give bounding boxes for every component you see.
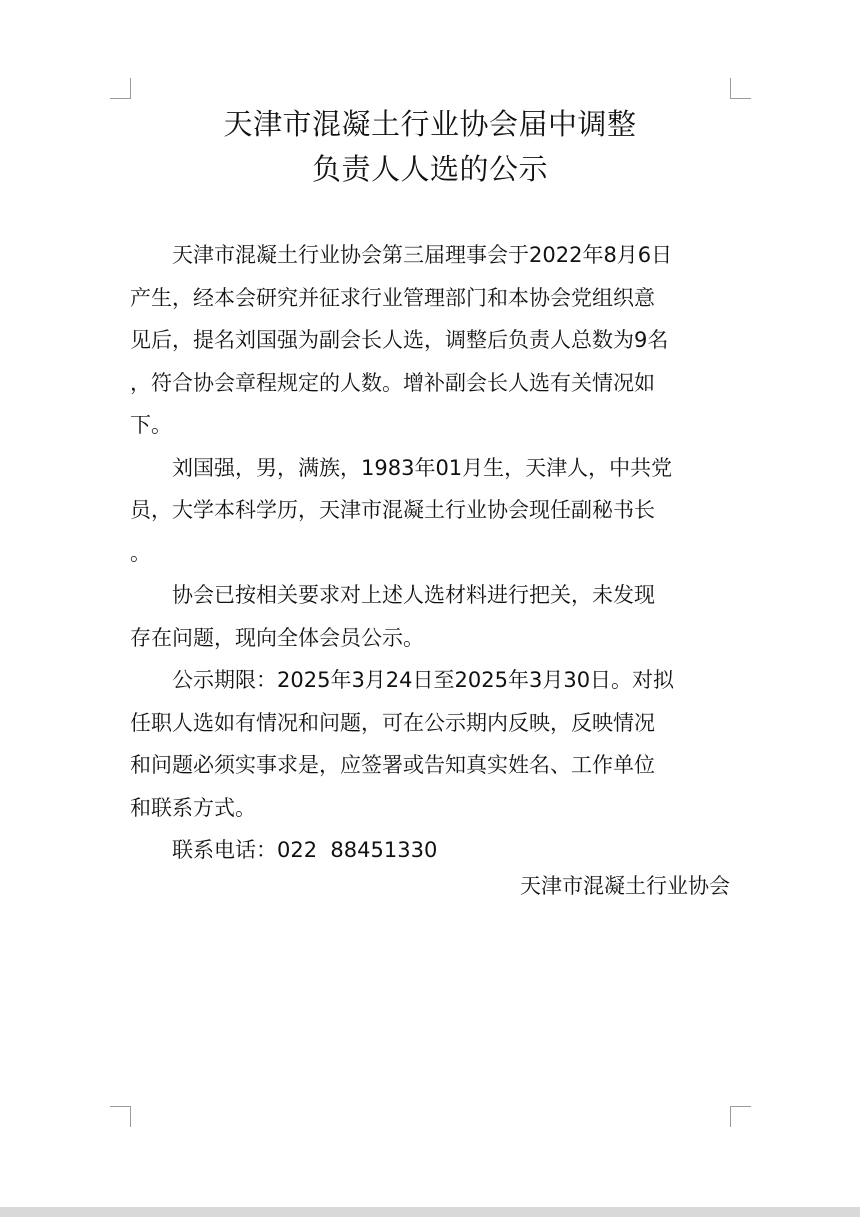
text-line: 和问题必须实事求是，应签署或告知真实姓名、工作单位 [130, 753, 655, 777]
corner-mark-top-left [110, 78, 131, 99]
text-line: 和联系方式。 [130, 795, 256, 820]
paragraph-notice-period [130, 659, 730, 829]
paragraph-review [130, 574, 730, 659]
corner-mark-bottom-right [730, 1106, 751, 1127]
corner-mark-bottom-left [110, 1106, 131, 1127]
text-line: 协会已按相关要求对上述人选材料进行把关，未发现 [172, 583, 655, 607]
title-line-1: 天津市混凝土行业协会届中调整 [223, 107, 637, 141]
text-line: 见后，提名刘国强为副会长人选，调整后负责人总数为9名 [130, 328, 669, 352]
contact-phone: 联系电话：022 88451330 [172, 838, 438, 862]
corner-mark-top-right [730, 78, 751, 99]
text-line: 下。 [130, 413, 172, 437]
document-body [130, 234, 730, 872]
title-line-2: 负责人人选的公示 [311, 152, 548, 186]
bottom-scroll-bar [0, 1207, 860, 1217]
signature-organization: 天津市混凝土行业协会 [520, 874, 730, 898]
text-line: 公示期限：2025年3月24日至2025年3月30日。对拟 [172, 668, 675, 692]
text-line: ，符合协会章程规定的人数。增补副会长人选有关情况如 [130, 370, 655, 395]
text-line: 存在问题，现向全体会员公示。 [130, 625, 424, 650]
text-line: 天津市混凝土行业协会第三届理事会于2022年8月6日 [172, 243, 673, 267]
text-line: 刘国强，男，满族，1983年01月生，天津人，中共党 [172, 455, 673, 480]
text-line: 产生，经本会研究并征求行业管理部门和本协会党组织意 [130, 285, 655, 310]
paragraph-candidate-info [130, 447, 730, 575]
text-line: 任职人选如有情况和问题，可在公示期内反映，反映情况 [130, 710, 655, 735]
document-title [130, 102, 730, 192]
text-line: 员，大学本科学历，天津市混凝土行业协会现任副秘书长 [130, 498, 655, 522]
text-line: 。 [130, 540, 151, 565]
paragraph-nomination [130, 234, 730, 447]
